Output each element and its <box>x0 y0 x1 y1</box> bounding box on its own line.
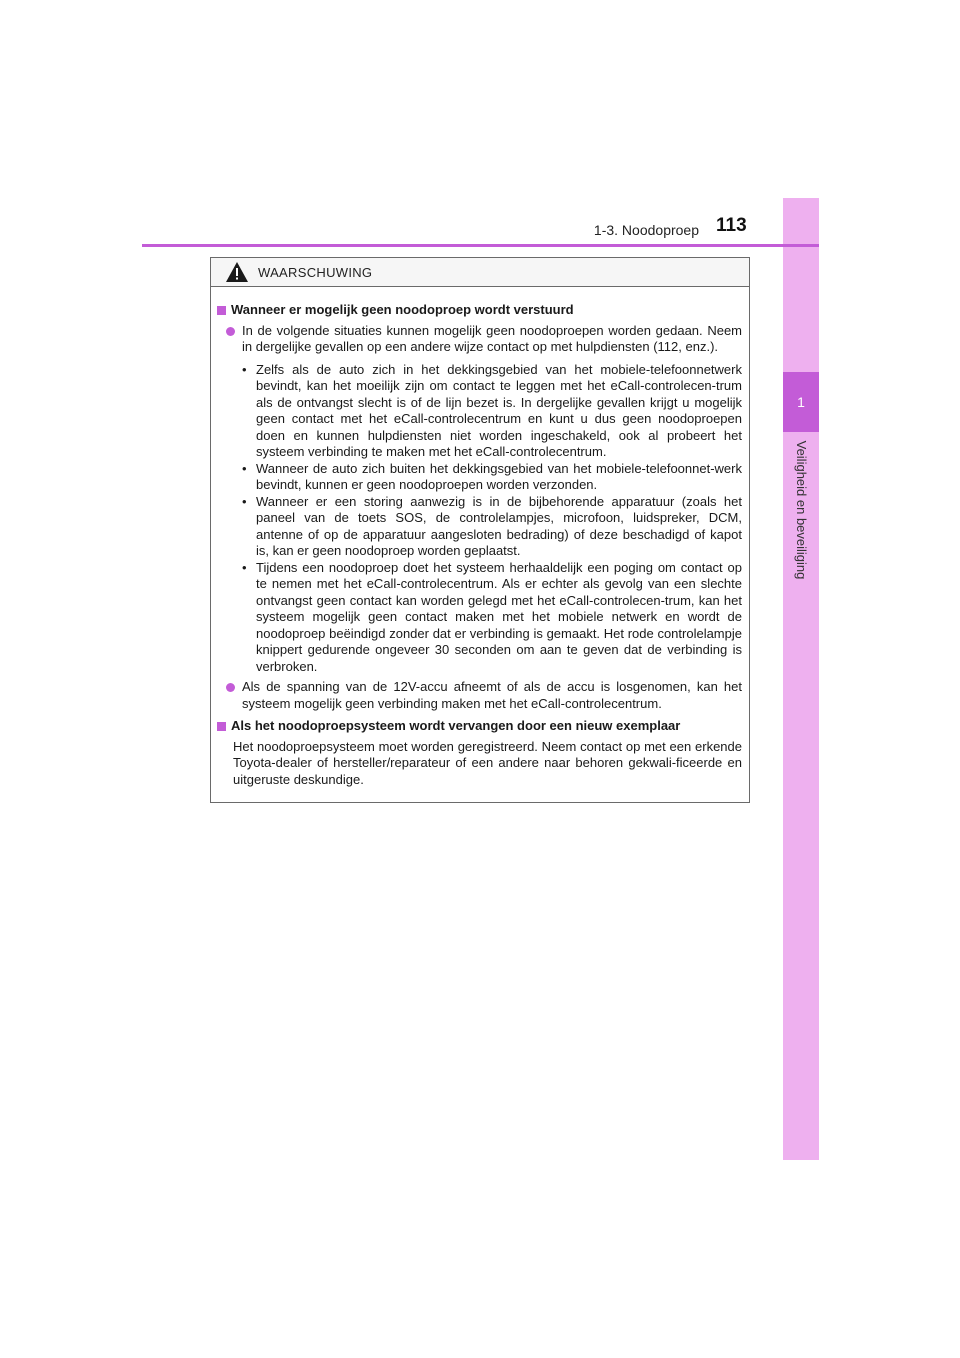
circle-bullet-icon <box>226 683 235 692</box>
sub-list-item-text: Wanneer er een storing aanwezig is in de bijbehorende apparatuur (zoals het paneel van de toets SOS, de controlelampjes, microfoon, luidspreker, DCM, antenne of op de apparatuur aangesloten bedrading) of deze beschadigd of kapot is, kan er geen noodoproep worden geplaatst. <box>256 493 742 558</box>
sub-list-item-text: Wanneer de auto zich buiten het dekkingsgebied van het mobiele-telefoonnet-werk bevindt, kunnen er geen noodoproepen worden verzonden. <box>256 460 742 492</box>
sub-list <box>216 362 742 676</box>
page-number: 113 <box>716 215 747 236</box>
sub-list-item-text: Zelfs als de auto zich in het dekkingsgebied van het mobiele-telefoonnetwerk bevindt, kan het moeilijk zijn om contact te leggen met het eCall-controlecen-trum als de ontvangst slecht is of de lijn bezet is. In dergelijke gevallen krijgt u mogelijk geen contact met het eCall-controlecentrum en kunt u dus geen noodoproepen doen en kunnen hulpdiensten niet worden ingeschakeld, ook al probeert het systeem verbinding te maken met het eCall-controlecentrum. <box>256 361 742 459</box>
section-heading-text: Wanneer er mogelijk geen noodoproep wordt verstuurd <box>231 302 574 317</box>
square-bullet-icon <box>217 306 226 315</box>
sub-list-item-text: Tijdens een noodoproep doet het systeem herhaaldelijk een poging om contact op te nemen met het eCall-controlecentrum. Als er echter als gevolg van een slechte ontvangst geen contact kan worden gelegd met het eCall-controlecen-trum, kan het systeem mogelijk geen contact maken met het mobiele netwerk en wordt de noodoproep beëindigd zonder dat er verbinding is gemaakt. Het rode controlelampje knippert gedurende ongeveer 30 seconden om aan te geven dat de verbinding is verbroken. <box>256 559 742 674</box>
sub-list-item <box>242 560 742 676</box>
warning-body <box>211 287 749 788</box>
circle-bullet-icon <box>226 327 235 336</box>
list-item-text: In de volgende situaties kunnen mogelijk geen noodoproepen worden gedaan. Neem in dergelijke gevallen op een andere wijze contact op met hulpdiensten (112, enz.). <box>242 322 742 354</box>
dot-bullet-icon: • <box>242 559 247 575</box>
chapter-number: 1 <box>783 372 819 432</box>
dot-bullet-icon: • <box>242 493 247 509</box>
warning-header <box>211 258 749 287</box>
section-heading <box>216 718 742 735</box>
warning-triangle-icon <box>225 261 249 283</box>
warning-title: WAARSCHUWING <box>258 265 373 280</box>
square-bullet-icon <box>217 722 226 731</box>
side-tab <box>783 198 819 1160</box>
section-paragraph: Het noodoproepsysteem moet worden geregistreerd. Neem contact op met een erkende Toyota-dealer of hersteller/reparateur of een andere naar behoren gekwali-ficeerde en uitgeruste deskundige. <box>233 738 742 787</box>
section-heading <box>216 302 742 319</box>
sub-list-item <box>242 461 742 494</box>
sub-list-item <box>242 494 742 560</box>
dot-bullet-icon: • <box>242 460 247 476</box>
list-item <box>226 323 742 356</box>
dot-bullet-icon: • <box>242 361 247 377</box>
section-heading-text: Als het noodoproepsysteem wordt vervangen door een nieuw exemplaar <box>231 718 681 733</box>
section-title: 1-3. Noodoproep <box>593 222 699 238</box>
sub-list-item <box>242 362 742 461</box>
warning-box <box>210 257 750 803</box>
header-rule <box>142 244 819 247</box>
list-item <box>226 679 742 712</box>
chapter-label: Veiligheid en beveiliging <box>794 440 809 580</box>
list-item-text: Als de spanning van de 12V-accu afneemt of als de accu is losgenomen, kan het systeem mogelijk geen verbinding maken met het eCall-controlecentrum. <box>242 679 742 711</box>
